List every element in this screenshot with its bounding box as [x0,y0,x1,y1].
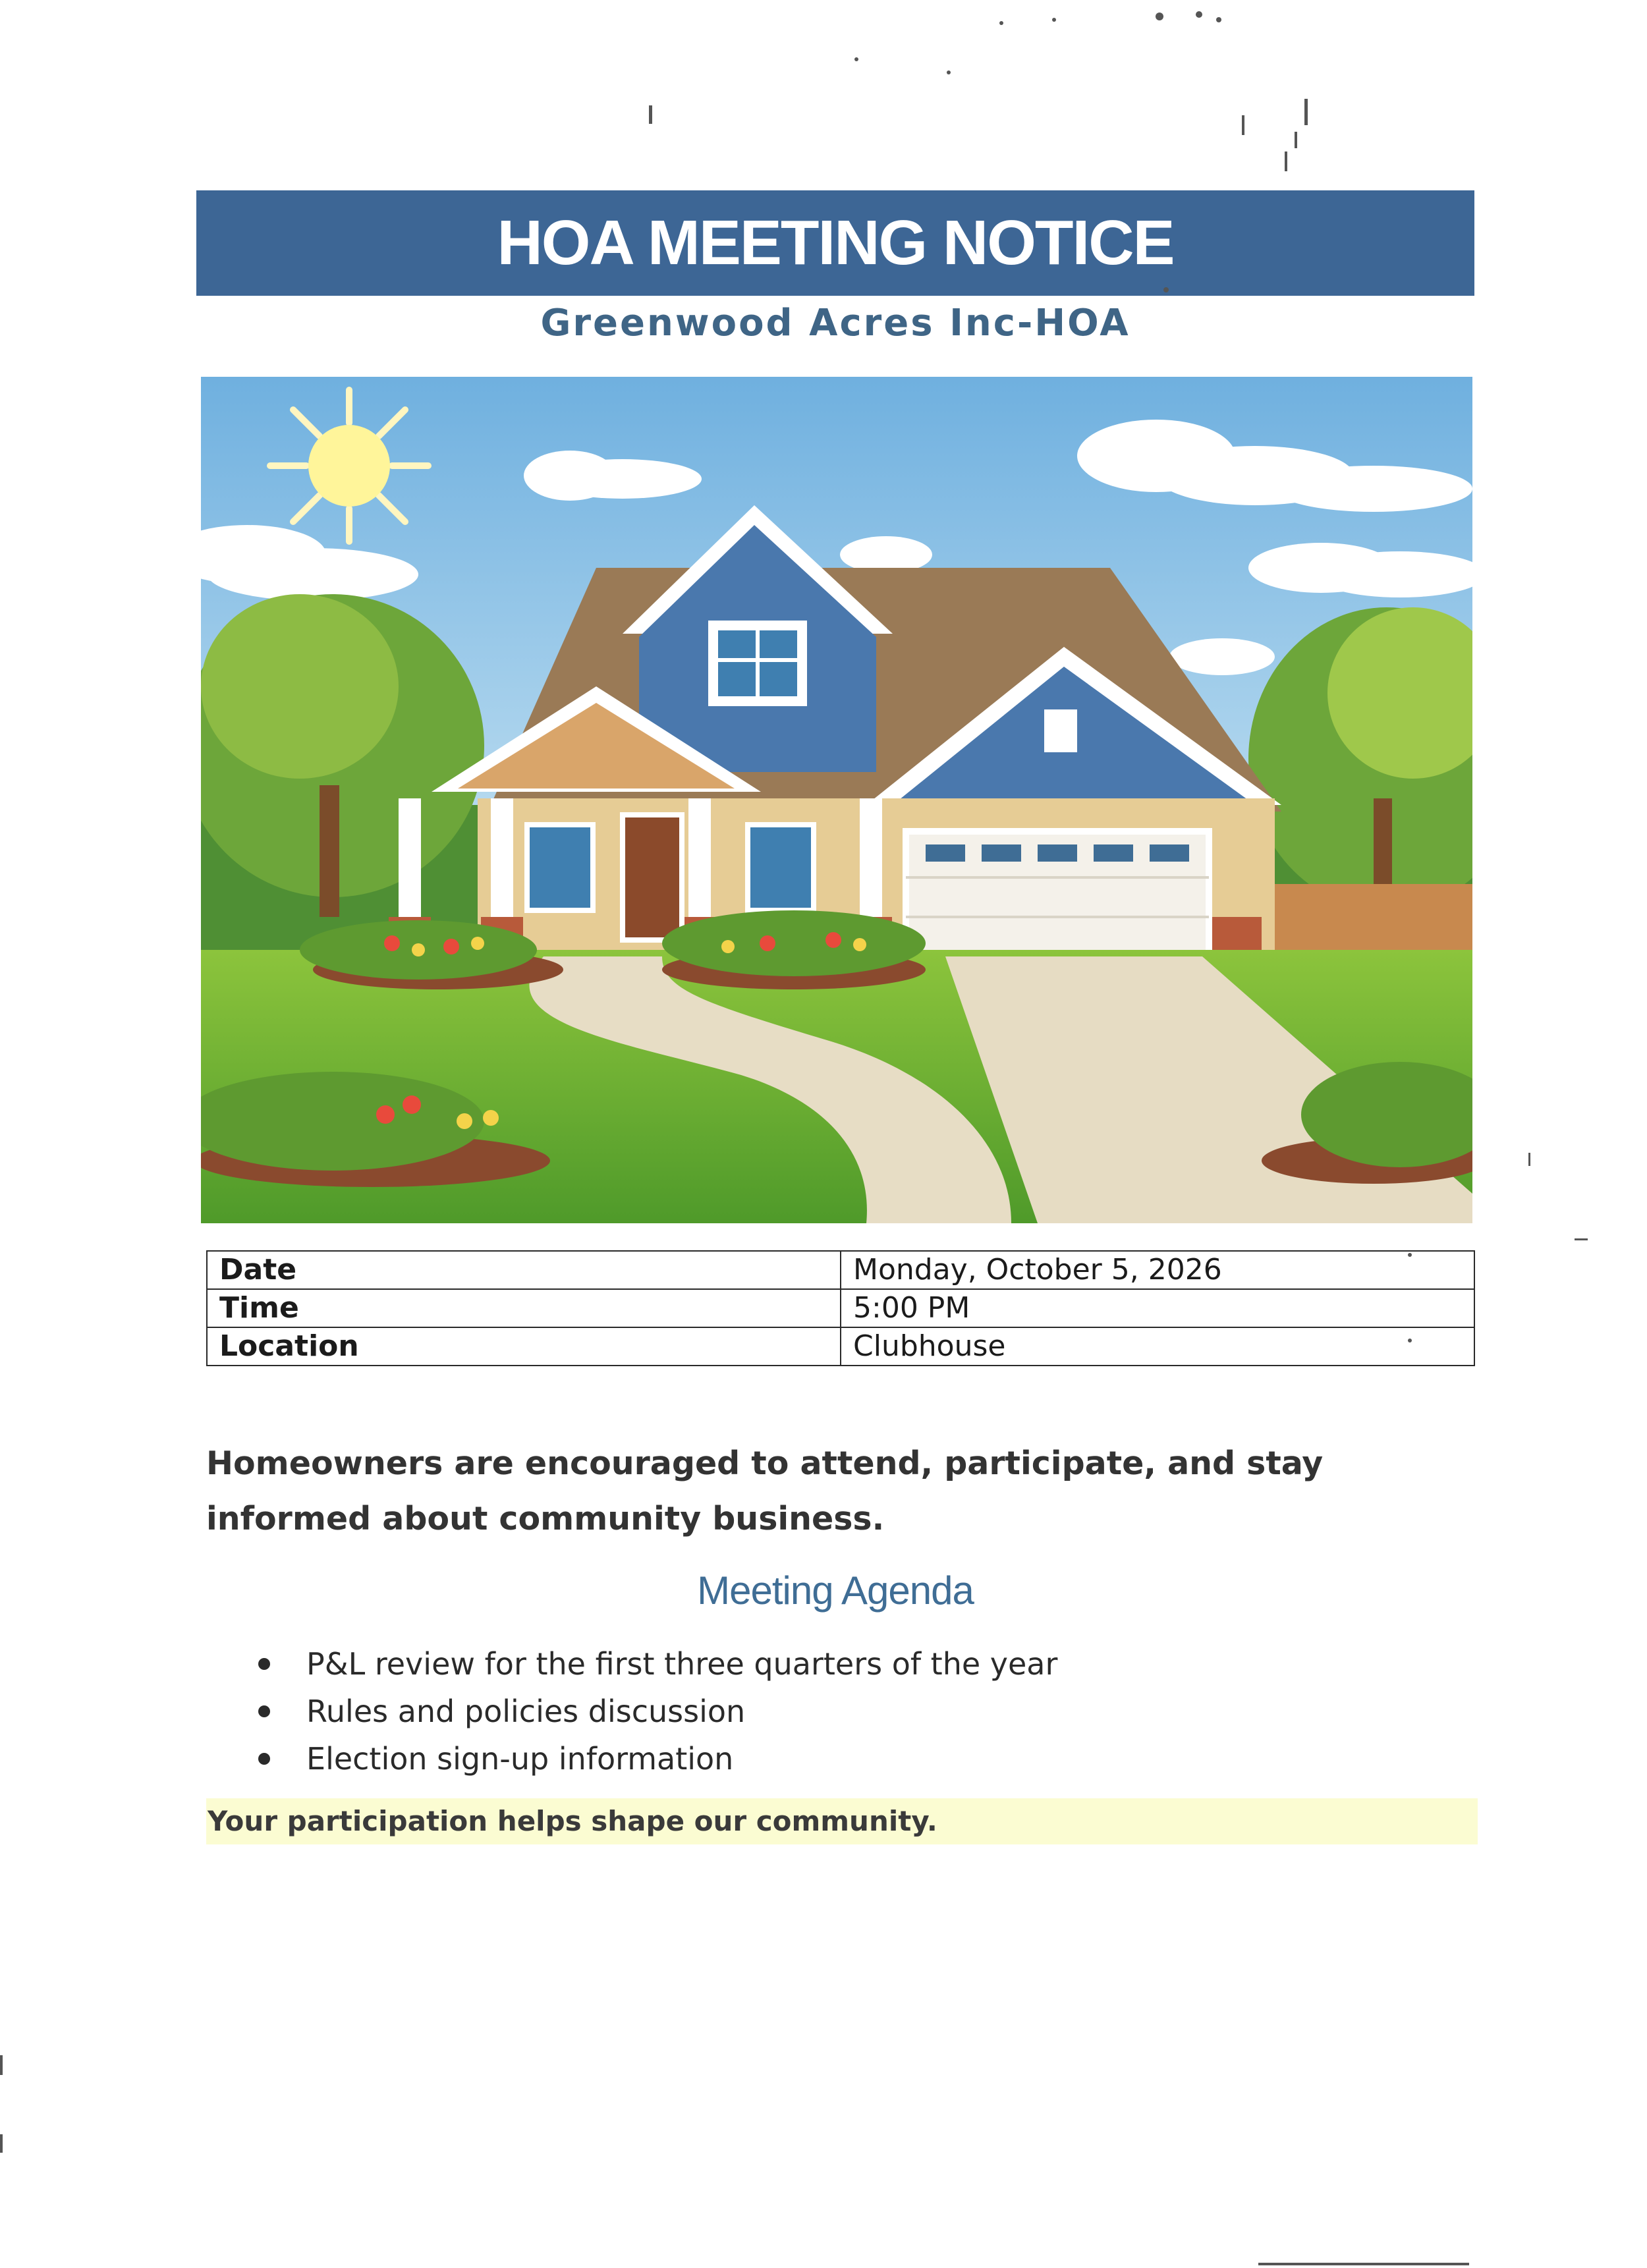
sun-icon [270,390,428,541]
agenda-item-text: P&L review for the first three quarters of the year [306,1646,1058,1682]
list-item [250,1688,1057,1735]
organization-name: Greenwood Acres Inc-HOA [540,302,1131,345]
agenda-item-text: Election sign-up information [306,1741,734,1777]
bullet-icon [258,1753,270,1765]
agenda-heading: Meeting Agenda [697,1568,974,1613]
intro-paragraph: Homeowners are encouraged to attend, participate, and stay informed about community business. [206,1445,1324,1537]
location-label: Location [207,1327,841,1366]
bullet-icon [258,1705,270,1717]
bullet-icon [258,1658,270,1670]
table-row [207,1289,1474,1327]
agenda-list [250,1640,1057,1783]
list-item [250,1735,1057,1783]
list-item [250,1640,1057,1688]
house-illustration-svg [201,377,1472,1223]
time-value: 5:00 PM [841,1289,1474,1327]
notice-banner [196,190,1474,296]
date-label: Date [207,1251,841,1289]
location-value: Clubhouse [841,1327,1474,1366]
fence [1275,884,1472,956]
notice-title: HOA MEETING NOTICE [497,207,1174,278]
table-row [207,1251,1474,1289]
date-value: Monday, October 5, 2026 [841,1251,1474,1289]
time-label: Time [207,1289,841,1327]
closing-statement: Your participation helps shape our community. [206,1798,1478,1844]
meeting-details-table [206,1250,1475,1366]
agenda-item-text: Rules and policies discussion [306,1694,746,1729]
house-illustration [201,377,1472,1223]
front-door [623,815,682,940]
table-row [207,1327,1474,1366]
